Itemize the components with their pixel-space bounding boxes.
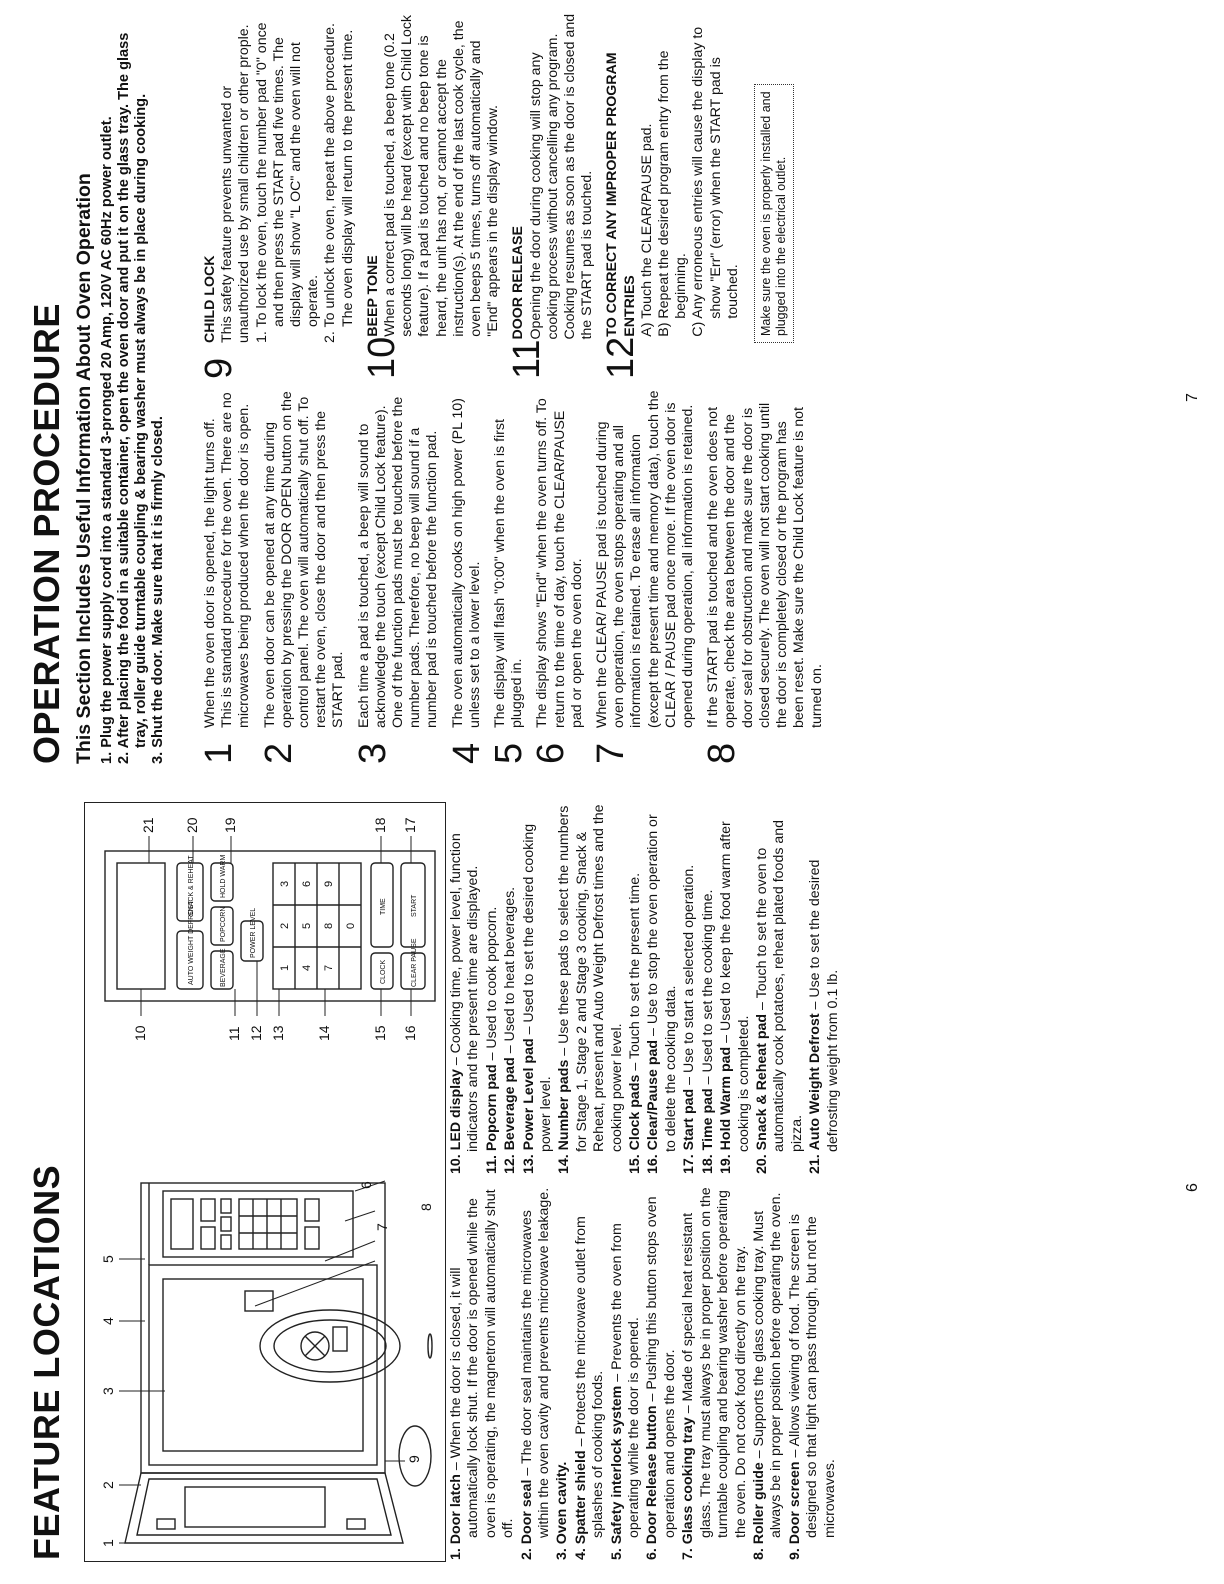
callout-7: 7 bbox=[374, 1223, 390, 1231]
panel-clear-pause-label: CLEAR PAUSE bbox=[411, 938, 418, 987]
feature-item-17: 17. Start pad – Use to start a selected operation. bbox=[681, 864, 698, 1174]
notes-column-1 bbox=[198, 389, 834, 764]
callout-4: 4 bbox=[100, 1317, 116, 1325]
feature-column-1 bbox=[448, 1186, 843, 1560]
note-5: 5 The display will flash "0:00" when the oven is first plugged in. bbox=[488, 419, 531, 764]
callout-2: 2 bbox=[100, 1481, 116, 1489]
note-8: 8 If the START pad is touched and the oven does not operate, check the area between the door and the door seal for obstruction and make sure the door is closed securely. The oven will not start cooking until the door is completely closed or the program has been reset. Make sure the Child Lock feature is not turned on. bbox=[701, 402, 825, 764]
panel-beverage-label: BEVERAGE bbox=[220, 948, 227, 987]
feature-item-1: 1. Door latch – When the door is closed, it will automatically lock shut. If the door is opened while the oven is operating, the magnetron will automatically shut off. bbox=[448, 1189, 517, 1560]
feature-item-19: 19. Hold Warm pad – Used to keep the food warm after cooking is completed. bbox=[718, 821, 752, 1174]
feature-item-8: 8. Roller guide – Supports the glass cooking tray. Must always be in proper position before operating the oven. bbox=[750, 1192, 785, 1560]
tray-drawing bbox=[260, 1310, 432, 1382]
intro-steps bbox=[99, 8, 167, 764]
page-number-right: 7 bbox=[1184, 393, 1201, 402]
feature-item-3: 3. Oven cavity. bbox=[554, 1461, 571, 1560]
notes-column-2 bbox=[198, 4, 834, 379]
panel-start-label: START bbox=[411, 894, 418, 917]
note-2: 2 The oven door can be opened at any time during operation by pressing the DOOR OPEN button on the control panel. The oven will automatically shut off. To restart the oven, close the door and then press the START pad. bbox=[257, 391, 347, 764]
microwave-diagram-svg bbox=[85, 803, 445, 1561]
callout-15: 15 bbox=[372, 1025, 388, 1041]
callout-3: 3 bbox=[100, 1387, 116, 1395]
feature-item-14: 14. Number pads – Use these pads to select the numbers for Stage 1, Stage 2 and Stage 3 cooking, Snack & Reheat, present and Auto Weight Defrost times and the cooking power level. bbox=[556, 804, 625, 1174]
callout-9: 9 bbox=[406, 1455, 422, 1463]
feature-item-21: 21. Auto Weight Defrost – Use to set the desired defrosting weight from 0.1 lb. bbox=[807, 859, 841, 1174]
panel-snack-label: SNACK & REHEAT bbox=[188, 855, 195, 916]
callout-12: 12 bbox=[248, 1025, 264, 1041]
door-drawing bbox=[125, 1473, 403, 1543]
panel-power-level-label: POWER LEVEL bbox=[250, 907, 257, 958]
key-1: 1 bbox=[279, 964, 291, 971]
feature-item-6: 6. Door Release button – Pushing this button stops oven operation and opens the door. bbox=[644, 1196, 678, 1560]
feature-item-18: 18. Time pad – Used to set the cooking time. bbox=[699, 889, 716, 1174]
key-2: 2 bbox=[279, 922, 291, 929]
callout-6: 6 bbox=[358, 1181, 374, 1189]
note-beep-tone: 10 BEEP TONE When a correct pad is touched, a beep tone (0.2 seconds long) will be heard (except with Child Lock feature). If a pad is touched and no beep tone is heard, the unit has not, or cannot accept the instruction(s). At the end of the last cook cycle, the oven beeps 5 times, turns off automatically and "End" appears in the display window. bbox=[360, 14, 502, 379]
callout-21: 21 bbox=[140, 817, 156, 833]
feature-item-15: 15. Clock pads – Touch to set the present time. bbox=[627, 872, 644, 1174]
panel-auto-weight-label: AUTO WEIGHT DEFROST bbox=[188, 900, 195, 985]
callout-14: 14 bbox=[316, 1025, 332, 1041]
feature-list bbox=[448, 800, 843, 1560]
page-title: FEATURE LOCATIONS bbox=[26, 1164, 67, 1560]
feature-item-10: 10. LED display – Cooking time, power level, function indicators and the present time are displayed. bbox=[448, 833, 482, 1174]
key-0: 0 bbox=[345, 922, 357, 929]
callout-5: 5 bbox=[100, 1255, 116, 1263]
feature-item-13: 13. Power Level pad – Used to set the desired cooking power level. bbox=[520, 823, 555, 1174]
callout-16: 16 bbox=[402, 1025, 418, 1041]
section-subtitle: This Section Includes Useful Information About Oven Operation bbox=[73, 173, 95, 764]
key-9: 9 bbox=[323, 880, 335, 887]
callout-8: 8 bbox=[418, 1203, 434, 1211]
note-7: 7 When the CLEAR/ PAUSE pad is touched during oven operation, the oven stops operating and all information is retained. To erase all information (except the present time and memory data), touch the CLEAR / PAUSE pad once more. If the oven door is opened during operation, all information is retained. bbox=[590, 390, 697, 764]
note-correct-entries: 12 TO CORRECT ANY IMPROPER PROGRAM ENTRIES A) Touch the CLEAR/PAUSE pad. B) Repeat the desired program entry from the beginning. C) Any erroneous entries will cause the display to show "Err" (error) when the START pad is touched. bbox=[600, 26, 741, 379]
key-7: 7 bbox=[323, 964, 335, 971]
feature-item-11: 11. Popcorn pad – Used to cook popcorn. bbox=[483, 906, 500, 1174]
note-6: 6 The display shows "End" when the oven turns off. To return to the time of day, touch the CLEAR/PAUSE pad or open the oven door. bbox=[530, 398, 585, 764]
intro-step-3: 3. Shut the door. Make sure that it is firmly closed. bbox=[150, 416, 166, 764]
feature-item-4: 4. Spatter shield – Protects the microwave outlet from splashes of cooking foods. bbox=[572, 1216, 607, 1560]
intro-step-2: 2. After placing the food in a suitable container, open the oven door and put it on the glass tray. The glass tray, roller guide turntable coupling & bearing washer must always be in place during cooking. bbox=[116, 32, 149, 764]
callout-10: 10 bbox=[132, 1025, 148, 1041]
installation-notice: Make sure the oven is properly installed and plugged into the electrical outlet. bbox=[754, 84, 794, 343]
feature-diagram bbox=[84, 802, 446, 1562]
callout-20: 20 bbox=[184, 817, 200, 833]
feature-item-9: 9. Door screen – Allows viewing of food. The screen is designed so that light can pass through, but not the microwaves. bbox=[786, 1214, 838, 1560]
note-1: 1 When the oven door is opened, the light turns off. This is standard procedure for the oven. There are no microwaves being produced when the door is open. bbox=[198, 392, 253, 764]
callout-13: 13 bbox=[270, 1025, 286, 1041]
operation-notes bbox=[198, 4, 834, 764]
callout-18: 18 bbox=[372, 817, 388, 833]
key-5: 5 bbox=[301, 922, 313, 929]
intro-step-1: 1. Plug the power supply cord into a standard 3-pronged 20 Amp, 120V AC 60Hz power outlet. bbox=[99, 116, 115, 764]
feature-item-2: 2. Door seal – The door seal maintains the microwaves within the oven cavity and prevents microwave leakage. bbox=[518, 1187, 553, 1560]
note-3: 3 Each time a pad is touched, a beep will sound to acknowledge the touch (except Child Lock feature). One of the function pads must be touched before the number pads. Therefore, no beep will sound if a number pad is touched before the function pad. bbox=[351, 396, 441, 764]
key-6: 6 bbox=[301, 880, 313, 887]
oven-body-drawing bbox=[141, 1183, 385, 1473]
feature-item-12: 12. Beverage pad – Used to heat beverages. bbox=[502, 886, 519, 1174]
panel-time-label: TIME bbox=[380, 898, 387, 915]
callout-17: 17 bbox=[402, 817, 418, 833]
callout-11: 11 bbox=[226, 1026, 242, 1041]
key-3: 3 bbox=[279, 880, 291, 887]
feature-item-16: 16. Clear/Pause pad – Use to stop the oven operation or to delete the cooking data. bbox=[645, 814, 679, 1174]
callout-1: 1 bbox=[100, 1539, 116, 1547]
callout-19: 19 bbox=[222, 817, 238, 833]
left-page bbox=[0, 792, 1224, 1584]
feature-item-5: 5. Safety interlock system – Prevents the oven from operating while the door is opened. bbox=[608, 1223, 643, 1560]
page-title-operation: OPERATION PROCEDURE bbox=[26, 303, 67, 764]
note-4: 4 The oven automatically cooks on high power (PL 10) unless set to a lower level. bbox=[445, 398, 488, 764]
feature-item-7: 7. Glass cooking tray – Made of special heat resistant glass. The tray must always be in proper position on the turntable coupling and bearing washer before operating the oven. Do not cook food directly on the tray. bbox=[680, 1187, 749, 1560]
note-door-release: 11 DOOR RELEASE Opening the door during cooking will stop any cooking process without cancelling any program. Cooking resumes as soon as the door is closed and the START pad is touched. bbox=[506, 13, 596, 379]
panel-clock-label: CLOCK bbox=[380, 959, 387, 984]
panel-hold-warm-label: HOLD WARM bbox=[220, 854, 227, 898]
page-number-left: 6 bbox=[1184, 1183, 1201, 1192]
feature-column-2 bbox=[448, 800, 843, 1174]
key-4: 4 bbox=[301, 964, 313, 971]
panel-popcorn-label: POPCORN bbox=[220, 906, 227, 942]
feature-item-20: 20. Snack & Reheat pad – Touch to set the oven to automatically cook potatoes, reheat plated foods and pizza. bbox=[753, 819, 805, 1174]
key-8: 8 bbox=[323, 922, 335, 929]
note-child-lock: 9 CHILD LOCK This safety feature prevents unwanted or unauthorized use by small children or other prople. 1. To lock the oven, touch the number pad "0" once and then press the START pad five times. The display will show "L OC" and the oven will not operate. 2. To unlock the oven, repeat the above procedure. The oven display will return to the present time. bbox=[198, 22, 356, 379]
